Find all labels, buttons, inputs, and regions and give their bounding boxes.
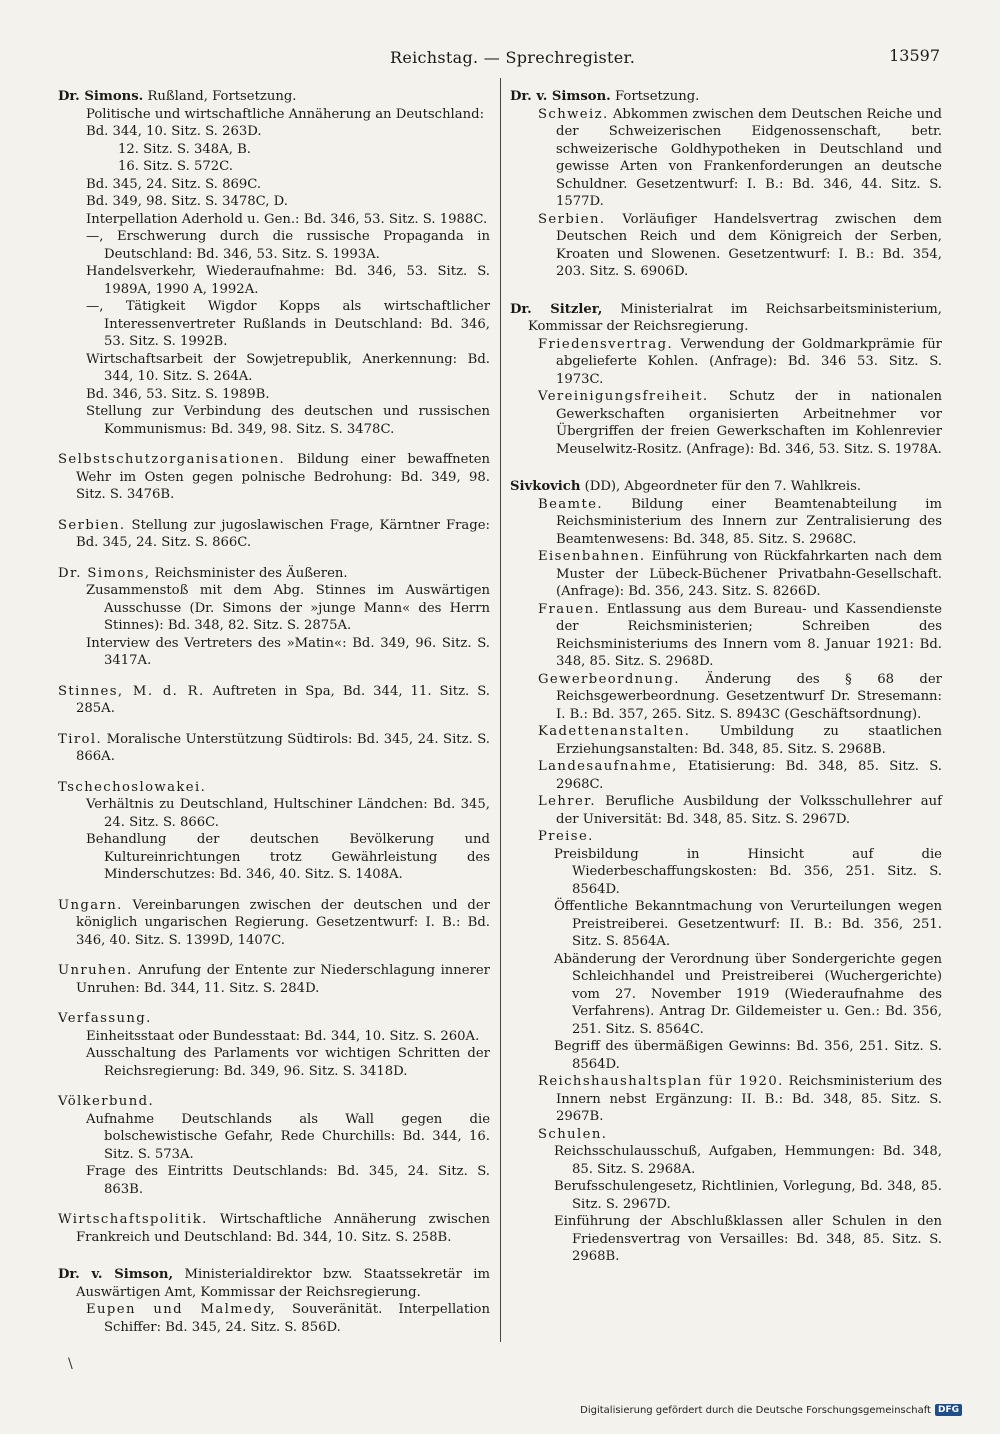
entry-text: Wirtschaftsarbeit der Sowjetrepublik, Anerkennung: Bd. 344, 10. Sitz. S. 264A.: [86, 351, 490, 384]
entry-text: Abänderung der Verordnung über Sondergerichte gegen Schleichhandel und Preistreiberei (Wuchergerichte) vom 27. November 1919 (Wiederaufnahme des Verfahrens). Antrag Dr. Gildemeister u. Gen.: Bd. 356, 251. Sitz. S. 8564C.: [554, 951, 942, 1037]
subject-keyword: Lehrer.: [538, 794, 597, 809]
speaker-name: Dr. Simons.: [58, 89, 144, 104]
entry-text: Rußland, Fortsetzung.: [143, 89, 297, 104]
entry-text: 12. Sitz. S. 348A, B.: [118, 141, 251, 157]
footer-text: Digitalisierung gefördert durch die Deutsche Forschungsgemeinschaft: [580, 1404, 931, 1416]
index-line: [58, 193, 490, 211]
entry-text: Bd. 344, 10. Sitz. S. 263D.: [86, 124, 262, 139]
entry-text: Reichsschulausschuß, Aufgaben, Hemmungen: Bd. 348, 85. Sitz. S. 2968A.: [554, 1144, 942, 1177]
subject-keyword: Schweiz.: [538, 106, 609, 122]
entry-text: Moralische Unterstützung Südtirols: Bd. 345, 24. Sitz. S. 866A.: [76, 731, 490, 764]
index-line: [510, 846, 942, 899]
index-line: [58, 1211, 490, 1246]
subject-keyword: Serbien.: [538, 211, 606, 227]
subject-keyword: Friedensvertrag.: [538, 336, 674, 352]
index-line: [58, 517, 490, 552]
index-line: [58, 141, 490, 159]
entry-text: Ministerialdirektor bzw. Staatssekretär im Auswärtigen Amt, Kommissar der Reichsregierung.: [76, 1267, 491, 1300]
entry-text: Politische und wirtschaftliche Annäherung an Deutschland:: [86, 106, 485, 122]
speaker-name: Dr. v. Simson.: [510, 89, 611, 104]
column-divider: [500, 78, 501, 1342]
index-entry: [58, 779, 490, 884]
subject-keyword: Dr. Simons,: [58, 565, 151, 581]
index-line: [58, 88, 490, 106]
entry-text: Bd. 346, 53. Sitz. S. 1989B.: [86, 386, 270, 402]
index-line: [510, 301, 942, 336]
index-line: [58, 228, 490, 263]
entry-text: Preisbildung in Hinsicht auf die Wiederbeschaffungskosten: Bd. 356, 251. Sitz. S. 8564D.: [554, 846, 942, 897]
index-line: [58, 683, 490, 718]
index-line: [58, 582, 490, 635]
entry-text: Ausschaltung des Parlaments vor wichtigen Schritten der Reichsregierung: Bd. 349, 96. Sitz. S. 3418D.: [86, 1046, 490, 1079]
subject-keyword: Reichshaushaltsplan für 1920.: [538, 1074, 784, 1089]
speaker-name: Dr. v. Simson,: [58, 1267, 174, 1282]
speaker-name: Dr. Sitzler,: [510, 301, 603, 317]
subject-keyword: Verfassung.: [58, 1011, 152, 1026]
subject-keyword: Preise.: [538, 829, 594, 844]
index-line: [510, 1213, 942, 1266]
index-line: [58, 1093, 490, 1111]
index-entry: [58, 517, 490, 552]
entry-text: Bd. 345, 24. Sitz. S. 869C.: [86, 176, 262, 192]
index-line: [58, 962, 490, 997]
entry-text: Handelsverkehr, Wiederaufnahme: Bd. 346, 53. Sitz. S. 1989A, 1990 A, 1992A.: [86, 264, 490, 297]
entry-text: Bildung einer Beamtenabteilung im Reichsministerium des Innern zur Zentralisierung des Beamtenwesens: Bd. 348, 85. Sitz. S. 2968C.: [556, 496, 942, 547]
speaker-name: Sivkovich: [510, 479, 581, 494]
entry-text: Auftreten in Spa, Bd. 344, 11. Sitz. S. 285A.: [76, 683, 490, 716]
entry-text: Vereinbarungen zwischen der deutschen und der königlich ungarischen Regierung. Gesetzentwurf: I. B.: Bd. 346, 40. Sitz. S. 1399D, 1407C.: [76, 897, 490, 948]
index-entry: [58, 451, 490, 504]
subject-keyword: Eupen und Malmedy,: [86, 1302, 276, 1317]
index-line: [510, 1178, 942, 1213]
entry-text: Zusammenstoß mit dem Abg. Stinnes im Auswärtigen Ausschusse (Dr. Simons der »junge Mann« des Herrn Stinnes): Bd. 348, 82. Sitz. S. 2875A.: [86, 583, 490, 633]
index-line: [510, 1073, 942, 1126]
index-line: [58, 211, 490, 229]
entry-text: Vorläufiger Handelsvertrag zwischen dem Deutschen Reich und dem Königreich der Serben, Kroaten und Slowenen. Gesetzentwurf: I. B.: Bd. 354, 203. Sitz. S. 6906D.: [556, 211, 942, 279]
subject-keyword: Schulen.: [538, 1126, 608, 1142]
index-line: [58, 1266, 490, 1301]
section-spacer: [510, 294, 942, 301]
subject-keyword: Selbstschutzorganisationen.: [58, 452, 286, 467]
index-line: [58, 298, 490, 351]
page-header: [60, 44, 940, 72]
subject-keyword: Völkerbund.: [58, 1094, 155, 1109]
entry-text: Änderung des § 68 der Reichsgewerbeordnung. Gesetzentwurf Dr. Stresemann: I. B.: Bd. 357, 265. Sitz. S. 8943C (Geschäftsordnung).: [556, 671, 942, 722]
index-line: [510, 336, 942, 389]
entry-text: Frage des Eintritts Deutschlands: Bd. 345, 24. Sitz. S. 863B.: [86, 1164, 490, 1197]
subject-keyword: Wirtschaftspolitik.: [58, 1212, 208, 1227]
subject-keyword: Vereinigungsfreiheit.: [538, 389, 709, 404]
entry-text: Einführung der Abschlußklassen aller Schulen in den Friedensvertrag von Versailles: Bd. 348, 85. Sitz. S. 2968B.: [554, 1214, 942, 1264]
index-line: [58, 1028, 490, 1046]
index-line: [510, 548, 942, 601]
subject-keyword: Tschechoslowakei.: [58, 779, 207, 795]
index-line: [510, 758, 942, 793]
subject-keyword: Stinnes, M. d. R.: [58, 683, 205, 699]
margin-mark: \: [68, 1356, 73, 1372]
index-line: [510, 1038, 942, 1073]
index-entry: [58, 1093, 490, 1198]
index-line: [58, 796, 490, 831]
index-entry: [58, 1266, 490, 1336]
index-line: [510, 793, 942, 828]
subject-keyword: Kadettenanstalten.: [538, 724, 691, 739]
entry-text: Verwendung der Goldmarkprämie für abgelieferte Kohlen. (Anfrage): Bd. 346 53. Sitz. S. 1973C.: [556, 336, 942, 387]
page-number: 13597: [889, 46, 940, 65]
index-line: [58, 123, 490, 141]
entry-text: Schutz der in nationalen Gewerkschaften organisierten Arbeitnehmer vor Übergriffen der freien Gewerkschaften im Kohlenrevier Meuselwitz-Rositz. (Anfrage): Bd. 346, 53. Sitz. S. 1978A.: [556, 389, 942, 457]
index-line: [510, 388, 942, 458]
subject-keyword: Ungarn.: [58, 897, 123, 913]
entry-text: Entlassung aus dem Bureau- und Kassendienste der Reichsministerien; Schreiben des Reichsministeriums des Innern vom 8. Januar 1921: Bd. 348, 85. Sitz. S. 2968D.: [556, 601, 942, 669]
section-spacer: [510, 471, 942, 478]
index-line: [510, 211, 942, 281]
entry-text: Stellung zur jugoslawischen Frage, Kärntner Frage: Bd. 345, 24. Sitz. S. 866C.: [76, 517, 490, 550]
index-line: [510, 951, 942, 1039]
index-line: [58, 351, 490, 386]
index-entry: [58, 565, 490, 670]
index-line: [58, 1045, 490, 1080]
entry-text: Etatisierung: Bd. 348, 85. Sitz. S. 2968C.: [556, 759, 942, 792]
index-line: [58, 1163, 490, 1198]
subject-keyword: Landesaufnahme,: [538, 759, 678, 774]
index-entry: [58, 88, 490, 438]
index-line: [58, 176, 490, 194]
entry-text: Behandlung der deutschen Bevölkerung und Kultureinrichtungen trotz Gewährleistung des Minderschutzes: Bd. 346, 40. Sitz. S. 1408A.: [86, 832, 490, 882]
entry-text: Anrufung der Entente zur Niederschlagung innerer Unruhen: Bd. 344, 11. Sitz. S. 284D.: [76, 963, 490, 996]
index-line: [58, 831, 490, 884]
index-line: [510, 601, 942, 671]
entry-text: Wirtschaftliche Annäherung zwischen Frankreich und Deutschland: Bd. 344, 10. Sitz. S. 258B.: [76, 1212, 490, 1245]
index-entry: [58, 731, 490, 766]
index-line: [58, 1301, 490, 1336]
entry-text: Stellung zur Verbindung des deutschen und russischen Kommunismus: Bd. 349, 98. Sitz. S. 3478C.: [86, 404, 490, 437]
index-line: [510, 723, 942, 758]
subject-keyword: Serbien.: [58, 517, 126, 533]
index-line: [510, 1126, 942, 1144]
index-line: [510, 88, 942, 106]
entry-text: Umbildung zu staatlichen Erziehungsanstalten: Bd. 348, 85. Sitz. S. 2968B.: [556, 724, 942, 757]
index-line: [58, 451, 490, 504]
index-line: [58, 635, 490, 670]
index-entry: [58, 897, 490, 950]
index-line: [58, 731, 490, 766]
index-entry: [510, 301, 942, 459]
index-line: [510, 898, 942, 951]
entry-text: 16. Sitz. S. 572C.: [118, 159, 233, 174]
index-entry: [58, 1010, 490, 1080]
index-entry: [58, 683, 490, 718]
entry-text: Berufliche Ausbildung der Volksschullehrer auf der Universität: Bd. 348, 85. Sitz. S. 2967D.: [556, 794, 942, 827]
entry-text: Berufsschulengesetz, Richtlinien, Vorlegung, Bd. 348, 85. Sitz. S. 2967D.: [554, 1179, 942, 1212]
entry-text: —, Tätigkeit Wigdor Kopps als wirtschaftlicher Interessenvertreter Rußlands in Deutschland: Bd. 346, 53. Sitz. S. 1992B.: [86, 299, 490, 349]
index-line: [510, 828, 942, 846]
entry-text: Aufnahme Deutschlands als Wall gegen die bolschewistische Gefahr, Rede Churchills: Bd. 344, 16. Sitz. S. 573A.: [86, 1111, 490, 1162]
index-line: [510, 478, 942, 496]
entry-text: Einführung von Rückfahrkarten nach dem Muster der Lübeck-Büchener Privatbahn-Gesellschaft. (Anfrage): Bd. 356, 243. Sitz. S. 8266D.: [556, 549, 942, 599]
entry-text: Einheitsstaat oder Bundesstaat: Bd. 344, 10. Sitz. S. 260A.: [86, 1028, 480, 1044]
dfg-logo: DFG: [935, 1404, 962, 1416]
entry-text: Verhältnis zu Deutschland, Hultschiner Ländchen: Bd. 345, 24. Sitz. S. 866C.: [86, 797, 490, 830]
entry-text: Abkommen zwischen dem Deutschen Reiche und der Schweizerischen Eidgenossenschaft, betr. schweizerische Goldhypotheken in Deutschland und gewisse Arten von Frankenforderungen an deutsche Schuldner. Gesetzentwurf: I. B.: Bd. 346, 44. Sitz. S. 1577D.: [556, 106, 942, 209]
entry-text: —, Erschwerung durch die russische Propaganda in Deutschland: Bd. 346, 53. Sitz. S. 1993A.: [86, 229, 490, 262]
subject-keyword: Eisenbahnen.: [538, 549, 646, 564]
index-line: [58, 106, 490, 124]
entry-text: Ministerialrat im Reichsarbeitsministerium, Kommissar der Reichsregierung.: [528, 301, 942, 334]
subject-keyword: Unruhen.: [58, 963, 133, 978]
entry-text: Öffentliche Bekanntmachung von Verurteilungen wegen Preistreiberei. Gesetzentwurf: II. B.: Bd. 356, 251. Sitz. S. 8564A.: [554, 899, 942, 949]
entry-text: Interview des Vertreters des »Matin«: Bd. 349, 96. Sitz. S. 3417A.: [86, 635, 490, 668]
entry-text: Bd. 349, 98. Sitz. S. 3478C, D.: [86, 194, 288, 209]
index-line: [58, 1010, 490, 1028]
entry-text: Reichsministerium des Innern nebst Ergänzung: II. B.: Bd. 348, 85. Sitz. S. 2967B.: [556, 1074, 942, 1124]
index-entry: [510, 478, 942, 1266]
index-line: [58, 403, 490, 438]
entry-text: (DD), Abgeordneter für den 7. Wahlkreis.: [580, 479, 862, 494]
index-line: [58, 386, 490, 404]
footer: [580, 1404, 962, 1416]
index-line: [510, 496, 942, 549]
entry-text: Souveränität. Interpellation Schiffer: Bd. 345, 24. Sitz. S. 856D.: [104, 1302, 490, 1335]
left-column: [58, 88, 490, 1349]
subject-keyword: Gewerbeordnung.: [538, 671, 680, 687]
entry-text: Bildung einer bewaffneten Wehr im Osten gegen polnische Bedrohung: Bd. 349, 98. Sitz. S. 3476B.: [76, 452, 490, 502]
entry-text: Fortsetzung.: [610, 89, 700, 104]
index-entry: [58, 1211, 490, 1246]
running-title: Reichstag. — Sprechregister.: [390, 48, 636, 67]
subject-keyword: Tirol.: [58, 731, 103, 747]
index-line: [510, 671, 942, 724]
right-column: [510, 88, 942, 1279]
index-line: [58, 1111, 490, 1164]
index-line: [510, 106, 942, 211]
entry-text: Reichsminister des Äußeren.: [150, 565, 348, 581]
section-spacer: [58, 1259, 490, 1266]
subject-keyword: Beamte.: [538, 496, 603, 512]
index-line: [510, 1143, 942, 1178]
index-line: [58, 263, 490, 298]
index-line: [58, 897, 490, 950]
index-line: [58, 158, 490, 176]
index-entry: [510, 88, 942, 281]
index-entry: [58, 962, 490, 997]
subject-keyword: Frauen.: [538, 601, 601, 617]
entry-text: Begriff des übermäßigen Gewinns: Bd. 356, 251. Sitz. S. 8564D.: [554, 1039, 942, 1072]
index-line: [58, 565, 490, 583]
entry-text: Interpellation Aderhold u. Gen.: Bd. 346, 53. Sitz. S. 1988C.: [86, 211, 488, 227]
index-line: [58, 779, 490, 797]
